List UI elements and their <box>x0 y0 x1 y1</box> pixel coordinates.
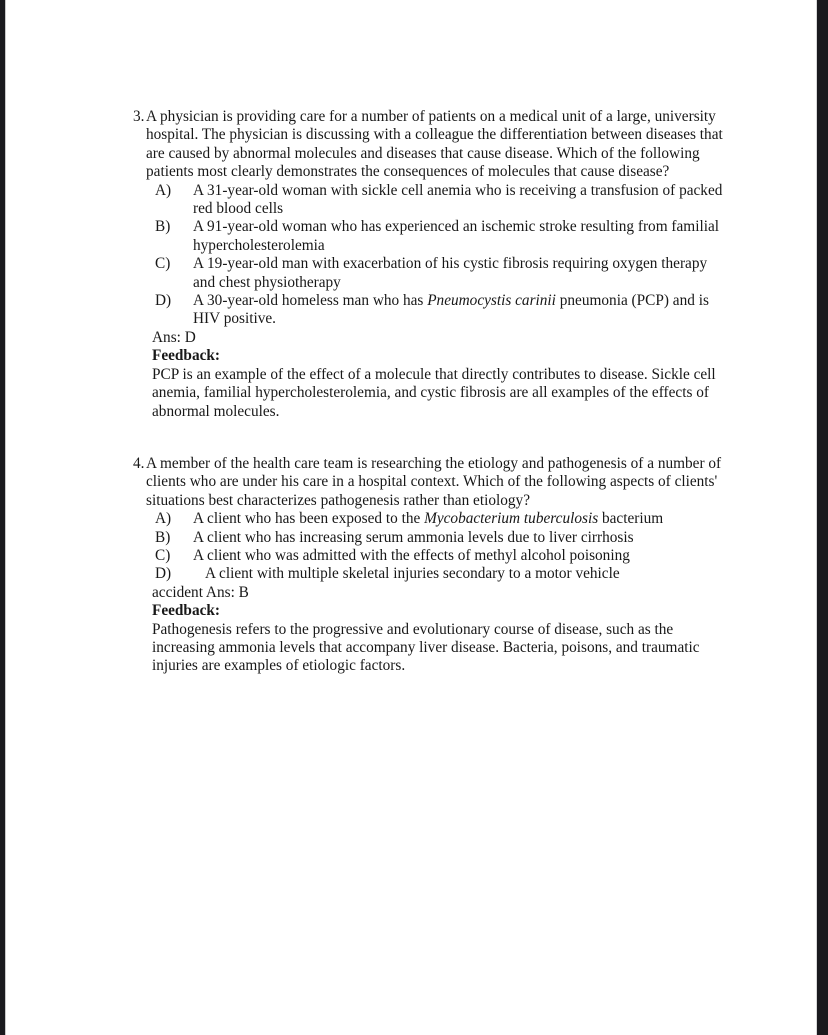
option-letter: A) <box>155 510 172 528</box>
question-3 <box>133 108 733 421</box>
feedback-text: PCP is an example of the effect of a molecule that directly contributes to disease. Sickle cell anemia, familial hypercholesterolemia, and cystic fibrosis are all examples of the effects of abnormal molecules. <box>152 365 716 420</box>
option-row-a <box>155 182 733 219</box>
question-body <box>146 455 733 676</box>
answer-line: Ans: D <box>152 328 196 346</box>
feedback-text: Pathogenesis refers to the progressive and evolutionary course of disease, such as the increasing ammonia levels that accompany liver disease. Bacteria, poisons, and traumatic injuries are examples of etiologic factors. <box>152 620 700 675</box>
option-row-a <box>155 510 733 528</box>
option-row-b <box>155 529 733 547</box>
question-4 <box>133 455 733 676</box>
option-letter: B) <box>155 218 171 236</box>
option-text <box>193 182 733 219</box>
question-stem: A member of the health care team is researching the etiology and pathogenesis of a number of clients who are under his care in a hospital context. Which of the following aspects of clients' situations best characterizes pathogenesis rather than etiology? <box>146 454 722 509</box>
option-text <box>193 510 733 528</box>
viewer-edge-right <box>816 0 828 1035</box>
option-text-pre: A 19-year-old man with exacerbation of his cystic fibrosis requiring oxygen therapy and chest physiotherapy <box>193 255 708 291</box>
option-row-b <box>155 218 733 255</box>
option-letter: D) <box>155 292 172 310</box>
option-text-pre: A client who has increasing serum ammonia levels due to liver cirrhosis <box>193 528 634 546</box>
option-letter: C) <box>155 546 171 564</box>
option-text-pre: A client who has been exposed to the <box>193 510 425 528</box>
option-text-pre: A client who was admitted with the effects of methyl alcohol poisoning <box>193 546 630 564</box>
question-stem: A physician is providing care for a number of patients on a medical unit of a large, university hospital. The physician is discussing with a colleague the differentiation between diseases that are caused by abnormal molecules and diseases that cause disease. Which of the following patients most clearly demonstrates the consequences of molecules that cause disease? <box>146 108 723 181</box>
option-text-pre: A client with multiple skeletal injuries secondary to a motor vehicle <box>205 565 620 583</box>
answer-line: accident Ans: B <box>152 583 249 601</box>
question-body <box>146 108 733 421</box>
option-letter: B) <box>155 528 171 546</box>
option-text-pre: A 31-year-old woman with sickle cell anemia who is receiving a transfusion of packed red blood cells <box>193 181 723 218</box>
option-text <box>193 565 733 583</box>
option-row-d <box>155 565 733 583</box>
feedback-label: Feedback: <box>152 347 220 365</box>
option-text <box>193 292 733 329</box>
option-row-c <box>155 547 733 565</box>
option-text-pre: A 91-year-old woman who has experienced an ischemic stroke resulting from familial hypercholesterolemia <box>193 218 719 254</box>
option-letter: A) <box>155 181 172 199</box>
question-number: 4. <box>133 454 145 472</box>
feedback-label: Feedback: <box>152 602 220 620</box>
question-number: 3. <box>133 108 145 125</box>
document-page <box>133 108 733 676</box>
option-text <box>193 255 733 292</box>
option-row-c <box>155 255 733 292</box>
viewer-edge-left <box>0 0 6 1035</box>
option-text <box>193 529 733 547</box>
option-text <box>193 547 733 565</box>
option-text <box>193 218 733 255</box>
option-text-post: pneumonia (PCP) and is HIV positive. <box>193 292 709 328</box>
option-text-italic: Pneumocystis carinii <box>427 292 556 310</box>
option-letter: D) <box>155 565 172 583</box>
option-text-pre: A 30-year-old homeless man who has <box>193 292 428 310</box>
option-text-post: bacterium <box>598 510 664 528</box>
option-row-d <box>155 292 733 329</box>
option-letter: C) <box>155 255 171 273</box>
option-text-italic: Mycobacterium tuberculosis <box>424 510 599 528</box>
